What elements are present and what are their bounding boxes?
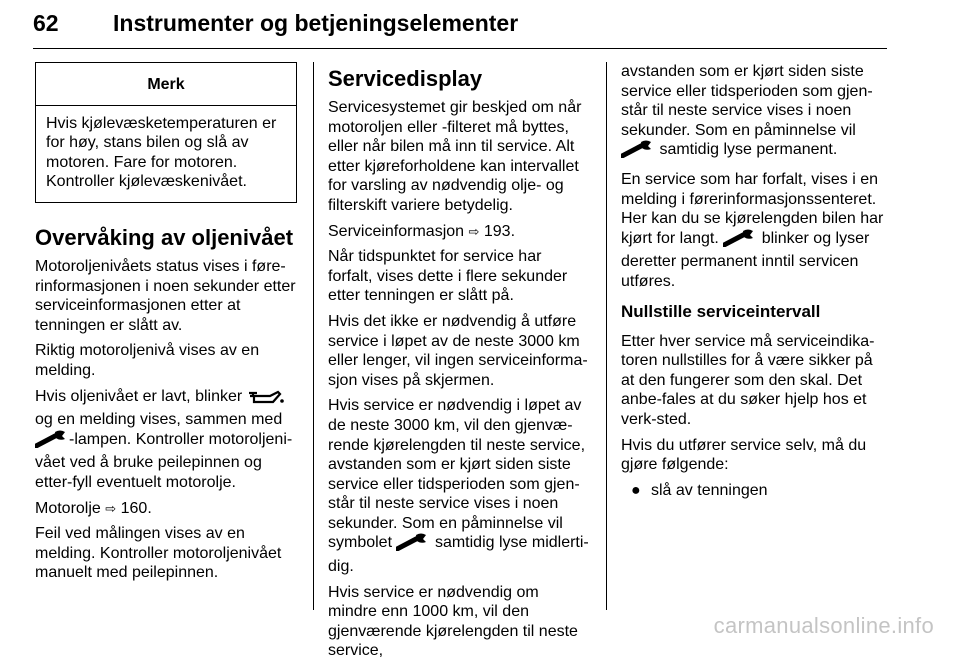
text-span: En service som har forfalt, vises i en melding i førerinformasjonssenteret. Her kan du se kjørelengden bilen har kjørt for langt. xyxy=(621,170,884,247)
column-divider xyxy=(313,62,314,610)
paragraph xyxy=(621,62,889,164)
note-title: Merk xyxy=(36,63,296,106)
column-middle xyxy=(328,62,590,667)
wrench-icon xyxy=(723,229,757,253)
paragraph: Feil ved målingen vises av en melding. Kontroller motoroljenivået manuelt med peilepinnen. xyxy=(35,525,282,582)
text-span: -lampen. Kontroller motoroljeni-vået ved å bruke peilepinnen og etter-fyll eventuelt motorolje. xyxy=(35,430,293,491)
note-box xyxy=(35,62,297,203)
section-heading-reset-interval: Nullstille serviceintervall xyxy=(621,301,821,321)
text-span: Motorolje xyxy=(35,499,101,517)
paragraph xyxy=(621,170,889,292)
page-header xyxy=(33,4,887,46)
paragraph: Servicesystemet gir beskjed om når motoroljen eller -filteret må byttes, eller når bilen må inn til service. Alt etter kjøreforholdene kan intervallet for varsling av nødvendig olje- og filterskift variere betydelig. xyxy=(328,99,582,214)
wrench-icon xyxy=(396,533,430,557)
column-right xyxy=(621,62,889,506)
column-divider xyxy=(606,62,607,610)
paragraph: Hvis du utfører service selv, må du gjøre følgende: xyxy=(621,436,867,474)
oil-can-icon xyxy=(247,388,285,411)
list-item xyxy=(621,481,889,501)
header-rule xyxy=(33,48,887,49)
column-left xyxy=(35,62,297,589)
page-reference[interactable]: 160. xyxy=(120,499,152,517)
note-text: Hvis kjølevæsketemperaturen er for høy, stans bilen og slå av motoren. Fare for motoren. Kontroller kjølevæskenivået. xyxy=(46,114,277,191)
text-span: Hvis oljenivået er lavt, blinker xyxy=(35,387,243,405)
reference-arrow-icon: ⇨ xyxy=(105,500,117,516)
page-number: 62 xyxy=(33,10,59,36)
watermark: carmanualsonline.info xyxy=(713,613,934,638)
wrench-icon xyxy=(621,140,655,164)
text-span: og en melding vises, sammen med xyxy=(35,411,283,429)
paragraph: Etter hver service må serviceindika-toren nullstilles for å være sikker på at den fungerer som den skal. Det anbe-fales at du søker hjelp hos et verk-sted. xyxy=(621,332,875,428)
paragraph: Motoroljenivåets status vises i føre-rinformasjonen i noen sekunder etter serviceinformasjonen etter at tenningen er slått av. xyxy=(35,257,296,334)
paragraph: Hvis service er nødvendig om mindre enn 1000 km, vil den gjenværende kjørelengden til neste service, xyxy=(328,583,578,660)
paragraph xyxy=(35,499,297,519)
wrench-icon xyxy=(35,430,69,454)
text-span: Serviceinformasjon xyxy=(328,222,465,240)
paragraph: Riktig motoroljenivå vises av en melding. xyxy=(35,342,260,379)
bullet-icon: ● xyxy=(631,481,641,499)
section-heading-oil-level: Overvåking av oljenivået xyxy=(35,224,294,250)
text-span: samtidig lyse midlerti-dig. xyxy=(328,534,589,576)
paragraph xyxy=(328,396,590,576)
page-title: Instrumenter og betjeningselementer xyxy=(113,10,519,36)
list-item-text: slå av tenningen xyxy=(651,481,768,499)
paragraph xyxy=(35,387,297,493)
page-reference[interactable]: 193. xyxy=(483,222,516,240)
section-heading-service-display: Servicedisplay xyxy=(328,66,483,91)
paragraph xyxy=(328,222,590,242)
text-span: samtidig lyse permanent. xyxy=(659,141,838,159)
paragraph: Hvis det ikke er nødvendig å utføre service i løpet av de neste 3000 km eller lenger, vil ingen serviceinforma-sjon vises på skjermen. xyxy=(328,312,588,389)
reference-arrow-icon: ⇨ xyxy=(468,223,480,239)
text-span: blinker og lyser deretter permanent inntil servicen utføres. xyxy=(621,229,870,290)
paragraph: Når tidspunktet for service har forfalt, vises dette i flere sekunder etter tenningen er slått på. xyxy=(328,248,568,305)
text-span: Hvis service er nødvendig i løpet av de neste 3000 km, vil den gjenvæ-rende kjørelengden til neste service, avstanden som er kjørt siden siste service eller tidsperioden som gjen-står til neste service vises i noen sekunder. Som en påminnelse vil symbolet xyxy=(328,397,586,552)
text-span: avstanden som er kjørt siden siste service eller tidsperioden som gjen-står til neste service vises i noen sekunder. Som en påminnelse vil xyxy=(621,63,873,139)
